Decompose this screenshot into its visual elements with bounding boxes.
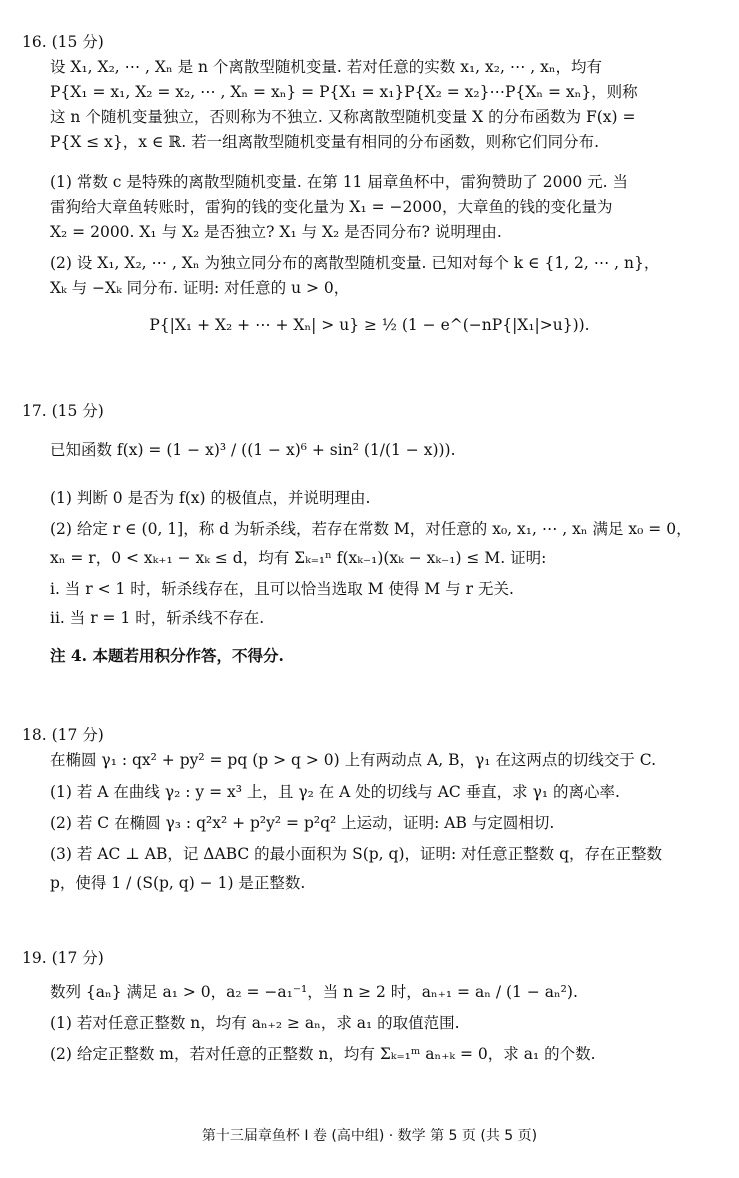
problem-19-part-1-line: (1) 若对任意正整数 n，均有 aₙ₊₂ ≥ aₙ，求 a₁ 的取值范围. <box>50 1014 460 1032</box>
problem-19-part-2-line: (2) 给定正整数 m，若对任意的正整数 n，均有 Σₖ₌₁ᵐ aₙ₊ₖ = 0，求 a₁ 的个数. <box>50 1045 596 1063</box>
problem-16-part-1-line: 雷狗给大章鱼转账时，雷狗的钱的变化量为 X₁ = −2000，大章鱼的钱的变化量为 <box>50 198 613 216</box>
problem-18-text-line: 在椭圆 γ₁ : qx² + py² = pq (p > q > 0) 上有两动点 A, B，γ₁ 在这两点的切线交于 C. <box>50 751 657 769</box>
problem-17-note: 注 4. 本题若用积分作答，不得分. <box>50 646 284 665</box>
problem-19-text-line: 数列 {aₙ} 满足 a₁ > 0，a₂ = −a₁⁻¹，当 n ≥ 2 时，aₙ₊₁ = aₙ / (1 − aₙ²). <box>50 983 578 1001</box>
problem-16-text-line: P{X₁ = x₁, X₂ = x₂, ⋯ , Xₙ = xₙ} = P{X₁ = x₁}P{X₂ = x₂}⋯P{Xₙ = xₙ}，则称 <box>50 83 638 101</box>
page-footer: 第十三届章鱼杯 I 卷 (高中组) · 数学 第 5 页 (共 5 页) <box>201 1128 538 1144</box>
problem-16-text-line: 这 n 个随机变量独立，否则称为不独立. 又称离散型随机变量 X 的分布函数为 F(x) = <box>50 108 636 126</box>
problem-18-number: 18. (17 分) <box>22 726 104 744</box>
problem-17-number: 17. (15 分) <box>22 402 104 420</box>
problem-17-part-1-line: (1) 判断 0 是否为 f(x) 的极值点，并说明理由. <box>50 489 371 507</box>
problem-16-part-2-line: (2) 设 X₁, X₂, ⋯ , Xₙ 为独立同分布的离散型随机变量. 已知对每个 k ∈ {1, 2, ⋯ , n}， <box>50 254 660 272</box>
problem-17-part-2-subitem: ii. 当 r = 1 时，斩杀线不存在. <box>50 609 265 627</box>
problem-18-part-3-line: (3) 若 AC ⊥ AB，记 ΔABC 的最小面积为 S(p, q)，证明: 对任意正整数 q，存在正整数 <box>50 845 662 863</box>
problem-16-part-1-line: (1) 常数 c 是特殊的离散型随机变量. 在第 11 届章鱼杯中，雷狗赞助了 2000 元. 当 <box>50 173 629 191</box>
problem-16-part-2-line: Xₖ 与 −Xₖ 同分布. 证明: 对任意的 u > 0， <box>50 279 350 297</box>
problem-18-part-3-line: p，使得 1 / (S(p, q) − 1) 是正整数. <box>50 874 306 892</box>
problem-18-part-1-line: (1) 若 A 在曲线 γ₂ : y = x³ 上，且 γ₂ 在 A 处的切线与 AC 垂直，求 γ₁ 的离心率. <box>50 783 620 801</box>
problem-16-number: 16. (15 分) <box>22 33 104 51</box>
problem-17-text-line: 已知函数 f(x) = (1 − x)³ / ((1 − x)⁶ + sin² (1/(1 − x))). <box>50 441 456 459</box>
problem-16-formula: P{|X₁ + X₂ + ⋯ + Xₙ| > u} ≥ ½ (1 − e^(−nP{|X₁|>u})). <box>149 316 590 334</box>
problem-16-part-1-line: X₂ = 2000. X₁ 与 X₂ 是否独立? X₁ 与 X₂ 是否同分布? 说明理由. <box>50 223 502 241</box>
problem-16-text-line: 设 X₁, X₂, ⋯ , Xₙ 是 n 个离散型随机变量. 若对任意的实数 x₁, x₂, ⋯ , xₙ，均有 <box>50 58 603 76</box>
problem-17-part-2-line: xₙ = r，0 < xₖ₊₁ − xₖ ≤ d，均有 Σₖ₌₁ⁿ f(xₖ₋₁)(xₖ − xₖ₋₁) ≤ M. 证明: <box>50 549 547 567</box>
problem-17-part-2-subitem: i. 当 r < 1 时，斩杀线存在，且可以恰当选取 M 使得 M 与 r 无关. <box>50 580 514 598</box>
problem-17-part-2-line: (2) 给定 r ∈ (0, 1]，称 d 为斩杀线，若存在常数 M，对任意的 x₀, x₁, ⋯ , xₙ 满足 x₀ = 0， <box>50 520 692 538</box>
problem-19-number: 19. (17 分) <box>22 949 104 967</box>
problem-16-text-line: P{X ≤ x}，x ∈ ℝ. 若一组离散型随机变量有相同的分布函数，则称它们同分布. <box>50 133 600 151</box>
problem-18-part-2-line: (2) 若 C 在椭圆 γ₃ : q²x² + p²y² = p²q² 上运动，证明: AB 与定圆相切. <box>50 814 555 832</box>
